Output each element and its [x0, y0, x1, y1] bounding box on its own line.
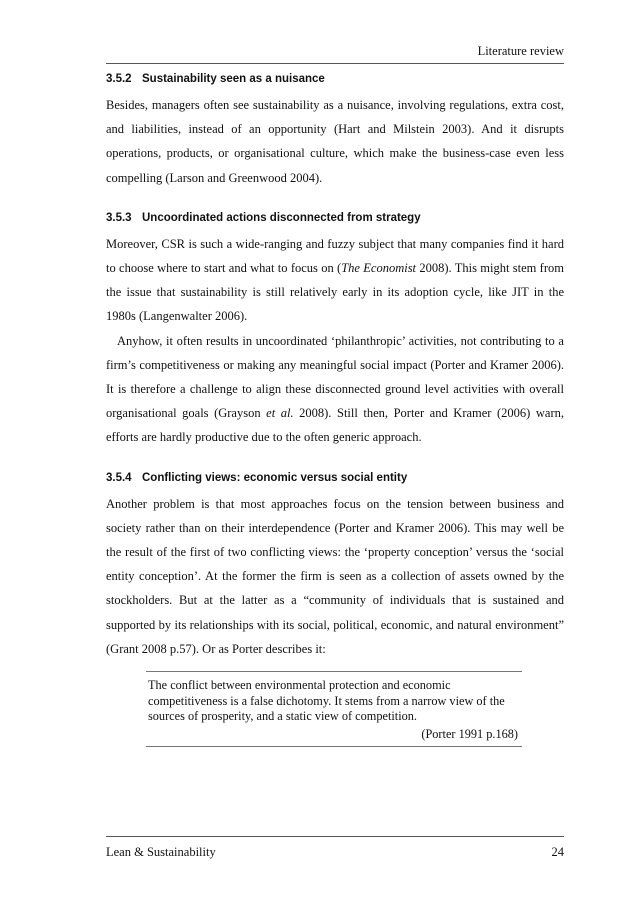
page-number: 24: [551, 845, 564, 859]
section-title: Conflicting views: economic versus social entity: [142, 471, 408, 484]
section-number: 3.5.3: [106, 211, 132, 224]
block-quote: [146, 671, 522, 747]
section-title: Sustainability seen as a nuisance: [142, 73, 325, 85]
section-3-5-2: [106, 70, 564, 190]
paragraph: Besides, managers often see sustainability as a nuisance, involving regulations, extra cost, and liabilities, instead of an opportunity (Hart and Milstein 2003). And it disrupts operations, products, or organisational culture, which make the business-case even less compelling (Larson and Greenwood 2004).: [106, 98, 564, 185]
section-heading: [106, 209, 564, 227]
page-body: [106, 70, 564, 766]
page-footer: [106, 836, 564, 860]
section-3-5-4: [106, 469, 564, 747]
running-header: [106, 44, 564, 64]
section-heading: [106, 469, 564, 487]
quote-text: The conflict between environmental protection and economic competitiveness is a false dichotomy. It stems from a narrow view of the sources of prosperity, and a static view of competition.: [148, 678, 505, 724]
section-heading: [106, 70, 564, 88]
paragraph-text: Anyhow, it often results in uncoordinated ‘philanthropic’ activities, not contributing to a firm’s competitiveness or making any meaningful social impact (Porter and Kramer 2006). It is therefore a challenge to align these disconnected ground level activities with overall organisational goals (Grayson: [106, 333, 564, 421]
paragraph: Another problem is that most approaches focus on the tension between business and society rather than on their interdependence (Porter and Kramer 2006). This may well be the result of the first of two conflicting views: the ‘property conception’ versus the ‘social entity conception’. At the former the firm is seen as a collection of assets owned by the stockholders. But at the latter as a “community of individuals that is sustained and supported by its relationships with its social, political, economic, and natural environment” (Grant 2008 p.57). Or as Porter describes it:: [106, 496, 564, 656]
section-title: Uncoordinated actions disconnected from strategy: [142, 211, 421, 224]
paragraph: [106, 232, 564, 329]
italic-citation: et al.: [266, 406, 294, 421]
paragraph-text: Moreover, CSR is such a wide-ranging and fuzzy subject that many companies find it hard to choose where to start and what to focus on (: [106, 236, 564, 276]
section-number: 3.5.4: [106, 471, 132, 484]
paragraph-text: 2008). This might stem from the issue that sustainability is still relatively early in its adoption cycle, like JIT in the 1980s (Langenwalter 2006).: [106, 261, 564, 324]
paragraph: [106, 329, 564, 450]
section-3-5-3: [106, 209, 564, 450]
footer-title: Lean & Sustainability: [106, 845, 216, 859]
running-title: Literature review: [477, 44, 564, 58]
section-number: 3.5.2: [106, 73, 132, 85]
quote-source: (Porter 1991 p.168): [421, 726, 518, 741]
italic-citation: The Economist: [341, 261, 417, 276]
paragraph-text: 2008). Still then, Porter and Kramer (2006) warn, efforts are hardly productive due to the often generic approach.: [106, 406, 565, 445]
